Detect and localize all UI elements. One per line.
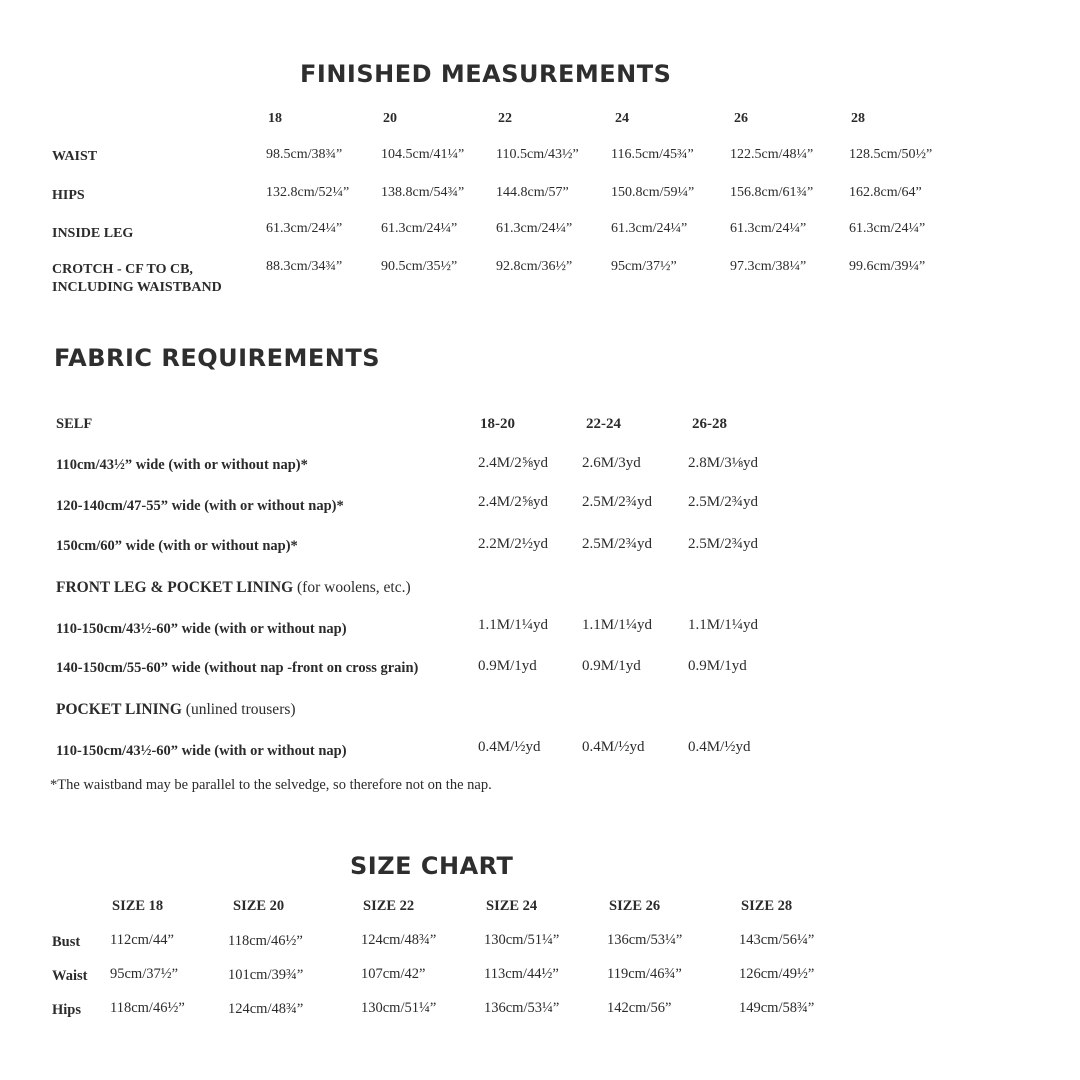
- finished-cell: 92.8cm/36½”: [496, 259, 573, 274]
- fabric-cell: 2.4M/2⅝yd: [478, 494, 549, 510]
- finished-row-label-inside-leg: INSIDE LEG: [52, 226, 134, 241]
- fabric-cell: 2.5M/2¾yd: [688, 494, 759, 510]
- finished-size-22: 22: [498, 111, 512, 126]
- size-chart-cell: 126cm/49½”: [739, 966, 815, 982]
- size-chart-row-label-bust: Bust: [52, 934, 81, 950]
- finished-cell: 97.3cm/38¼”: [730, 259, 807, 274]
- size-chart-col-20: SIZE 20: [233, 898, 285, 914]
- finished-cell: 132.8cm/52¼”: [266, 185, 350, 200]
- fabric-cell: 2.5M/2¾yd: [582, 536, 653, 552]
- fabric-row-label: 140-150cm/55-60” wide (without nap -front on cross grain): [56, 660, 419, 676]
- size-chart-row-label-waist: Waist: [52, 968, 88, 984]
- size-chart-cell: 95cm/37½”: [110, 966, 179, 982]
- size-chart-col-24: SIZE 24: [486, 898, 538, 914]
- finished-cell: 95cm/37½”: [611, 259, 677, 274]
- fabric-cell: 0.9M/1yd: [478, 658, 537, 674]
- size-chart-cell: 130cm/51¼”: [361, 1000, 437, 1016]
- fabric-row-label: 120-140cm/47-55” wide (with or without nap)*: [56, 498, 344, 514]
- fabric-cell: 1.1M/1¼yd: [582, 617, 653, 633]
- fabric-self-label: SELF: [56, 416, 93, 432]
- finished-row-label-crotch-line2: INCLUDING WAISTBAND: [52, 280, 222, 295]
- size-chart-cell: 124cm/48¾”: [228, 1001, 304, 1017]
- fabric-pocket-heading: [56, 701, 296, 719]
- fabric-cell: 2.6M/3yd: [582, 455, 641, 471]
- fabric-cell: 0.4M/½yd: [688, 739, 751, 755]
- fabric-cell: 2.4M/2⅝yd: [478, 455, 549, 471]
- fabric-cell: 0.4M/½yd: [582, 739, 645, 755]
- finished-size-26: 26: [734, 111, 748, 126]
- finished-size-24: 24: [615, 111, 629, 126]
- size-chart-col-26: SIZE 26: [609, 898, 661, 914]
- finished-cell: 156.8cm/61¾”: [730, 185, 814, 200]
- fabric-pocket-sub: (unlined trousers): [185, 701, 296, 718]
- finished-cell: 61.3cm/24¼”: [381, 221, 458, 236]
- finished-row-label-crotch: CROTCH - CF TO CB,: [52, 262, 193, 277]
- fabric-row-label: 110cm/43½” wide (with or without nap)*: [56, 457, 308, 473]
- finished-size-28: 28: [851, 111, 865, 126]
- fabric-pocket-label: POCKET LINING: [56, 701, 182, 718]
- fabric-cell: 2.2M/2½yd: [478, 536, 549, 552]
- size-chart-cell: 149cm/58¾”: [739, 1000, 815, 1016]
- fabric-cell: 0.4M/½yd: [478, 739, 541, 755]
- finished-cell: 61.3cm/24¼”: [496, 221, 573, 236]
- size-chart-col-18: SIZE 18: [112, 898, 164, 914]
- finished-cell: 162.8cm/64”: [849, 185, 922, 200]
- fabric-row-label: 110-150cm/43½-60” wide (with or without nap): [56, 743, 347, 759]
- finished-cell: 122.5cm/48¼”: [730, 147, 814, 162]
- fabric-cell: 2.5M/2¾yd: [582, 494, 653, 510]
- fabric-cell: 2.5M/2¾yd: [688, 536, 759, 552]
- fabric-footnote: *The waistband may be parallel to the selvedge, so therefore not on the nap.: [50, 777, 492, 793]
- finished-size-18: 18: [268, 111, 282, 126]
- finished-cell: 98.5cm/38¾”: [266, 147, 343, 162]
- fabric-cell: 1.1M/1¼yd: [478, 617, 549, 633]
- finished-row-label-waist: WAIST: [52, 149, 98, 164]
- size-chart-cell: 118cm/46½”: [110, 1000, 185, 1016]
- size-chart-cell: 113cm/44½”: [484, 966, 559, 982]
- fabric-row-label: 150cm/60” wide (with or without nap)*: [56, 538, 298, 554]
- finished-row-label-hips: HIPS: [52, 188, 85, 203]
- finished-cell: 116.5cm/45¾”: [611, 147, 694, 162]
- finished-cell: 88.3cm/34¾”: [266, 259, 343, 274]
- finished-cell: 104.5cm/41¼”: [381, 147, 465, 162]
- fabric-row-label: 110-150cm/43½-60” wide (with or without nap): [56, 621, 347, 637]
- fabric-requirements-title: FABRIC REQUIREMENTS: [54, 344, 380, 372]
- finished-cell: 99.6cm/39¼”: [849, 259, 926, 274]
- fabric-size-22-24: 22-24: [586, 416, 621, 432]
- finished-cell: 61.3cm/24¼”: [730, 221, 807, 236]
- size-chart-col-22: SIZE 22: [363, 898, 415, 914]
- fabric-front-leg-sub: (for woolens, etc.): [297, 579, 411, 596]
- size-chart-title: SIZE CHART: [350, 852, 514, 880]
- size-chart-cell: 119cm/46¾”: [607, 966, 682, 982]
- finished-cell: 110.5cm/43½”: [496, 147, 579, 162]
- finished-cell: 138.8cm/54¾”: [381, 185, 465, 200]
- fabric-size-26-28: 26-28: [692, 416, 727, 432]
- size-chart-cell: 107cm/42”: [361, 966, 426, 982]
- finished-size-20: 20: [383, 111, 397, 126]
- size-chart-cell: 101cm/39¾”: [228, 967, 304, 983]
- finished-cell: 61.3cm/24¼”: [266, 221, 343, 236]
- size-chart-row-label-hips: Hips: [52, 1002, 82, 1018]
- size-chart-cell: 142cm/56”: [607, 1000, 672, 1016]
- finished-cell: 128.5cm/50½”: [849, 147, 933, 162]
- fabric-cell: 1.1M/1¼yd: [688, 617, 759, 633]
- fabric-front-leg-label: FRONT LEG & POCKET LINING: [56, 579, 294, 596]
- finished-cell: 150.8cm/59¼”: [611, 185, 695, 200]
- finished-measurements-title: FINISHED MEASUREMENTS: [300, 60, 672, 88]
- size-chart-cell: 143cm/56¼”: [739, 932, 815, 948]
- size-chart-cell: 124cm/48¾”: [361, 932, 437, 948]
- fabric-cell: 2.8M/3⅛yd: [688, 455, 759, 471]
- size-chart-cell: 118cm/46½”: [228, 933, 303, 949]
- finished-cell: 144.8cm/57”: [496, 185, 569, 200]
- fabric-size-18-20: 18-20: [480, 416, 515, 432]
- size-chart-cell: 136cm/53¼”: [484, 1000, 560, 1016]
- size-chart-cell: 136cm/53¼”: [607, 932, 683, 948]
- size-chart-col-28: SIZE 28: [741, 898, 793, 914]
- finished-cell: 61.3cm/24¼”: [849, 221, 926, 236]
- size-chart-cell: 112cm/44”: [110, 932, 174, 948]
- finished-cell: 90.5cm/35½”: [381, 259, 458, 274]
- fabric-cell: 0.9M/1yd: [688, 658, 747, 674]
- fabric-cell: 0.9M/1yd: [582, 658, 641, 674]
- size-chart-cell: 130cm/51¼”: [484, 932, 560, 948]
- finished-cell: 61.3cm/24¼”: [611, 221, 688, 236]
- fabric-front-leg-heading: [56, 579, 411, 597]
